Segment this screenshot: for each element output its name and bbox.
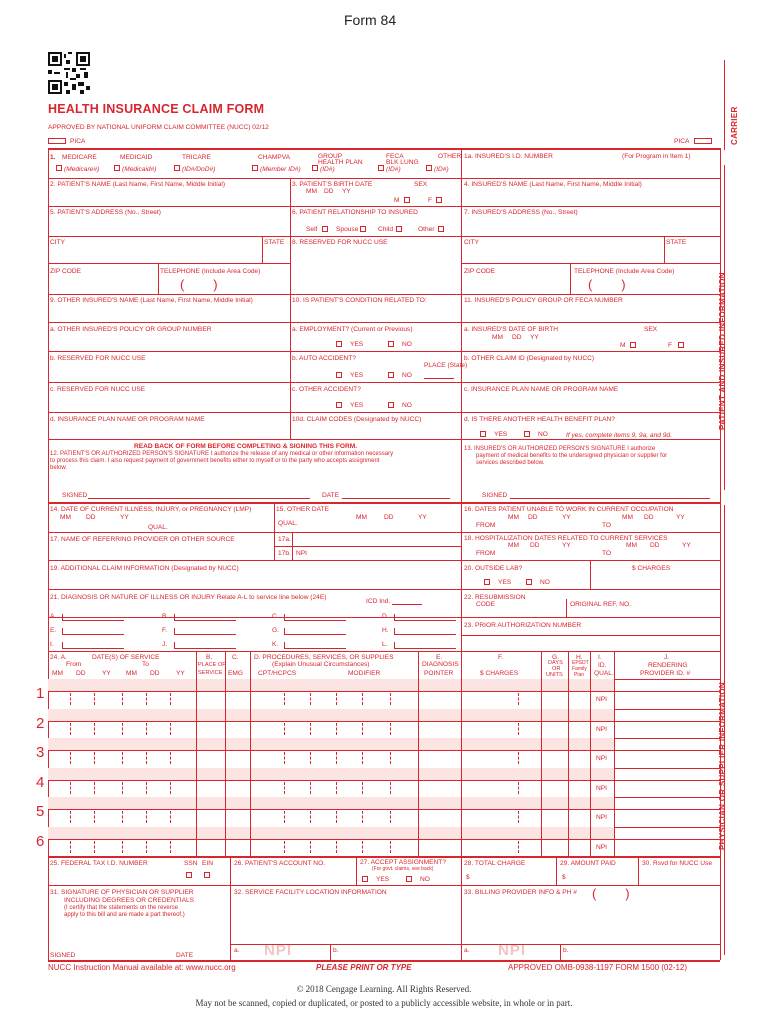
box24-emg: EMG [228, 670, 244, 677]
box24-h: H. [576, 654, 583, 661]
diag-field-f[interactable] [174, 634, 236, 635]
box7-tel: TELEPHONE (Include Area Code) [574, 268, 675, 275]
service-line-npi: NPI [596, 725, 607, 733]
box9d-label: d. INSURANCE PLAN NAME OR PROGRAM NAME [50, 416, 205, 423]
medicaid-sub: (Medicaid#) [122, 166, 157, 173]
tricare-checkbox[interactable] [174, 165, 180, 171]
box24-plan: Plan [574, 672, 585, 678]
box33-paren: ( ) [592, 886, 630, 901]
box16-from: FROM [476, 522, 496, 529]
box32-a: a. [234, 947, 240, 954]
box29-dollar: $ [562, 874, 566, 881]
box16-mm2: MM [622, 514, 633, 521]
box24-days: DAYS [548, 660, 563, 666]
box24-diag: DIAGNOSIS [422, 661, 459, 668]
box10c-no: NO [402, 402, 412, 409]
ein-checkbox[interactable] [204, 872, 210, 878]
box12-heading: READ BACK OF FORM BEFORE COMPLETING & SIGNING THIS FORM. [134, 443, 358, 450]
box13-line1: 13. INSURED'S OR AUTHORIZED PERSON'S SIGNATURE I authorize [464, 446, 656, 452]
box21-icd: ICD Ind. [366, 598, 391, 605]
box33-a: a. [464, 947, 470, 954]
box6-spouse: Spouse [336, 226, 359, 233]
box24-epsdt: EPSDT [572, 660, 589, 666]
box5-zip: ZIP CODE [50, 268, 82, 275]
tricare-sub: (ID#/DoD#) [182, 166, 216, 173]
box24-family: Family [572, 666, 587, 672]
box16-mm1: MM [508, 514, 519, 521]
box13-signed: SIGNED [482, 492, 508, 499]
box14-label: 14. DATE OF CURRENT ILLNESS, INJURY, or PREGNANCY (LMP) [50, 506, 252, 513]
tricare-label: TRICARE [182, 154, 211, 161]
box22-orig: ORIGINAL REF. NO. [570, 601, 631, 608]
box11d-note: If yes, complete items 9, 9a, and 9d. [566, 432, 672, 439]
box24-from: From [66, 661, 82, 668]
box24-j: J. [664, 654, 670, 661]
diag-field-k[interactable] [284, 648, 346, 649]
box29-label: 29. AMOUNT PAID [560, 860, 616, 867]
box24-mm2: MM [126, 670, 137, 677]
form-title: HEALTH INSURANCE CLAIM FORM [48, 102, 265, 116]
box24-dates: DATE(S) OF SERVICE [92, 654, 160, 661]
diag-letter-a: A. [50, 613, 57, 620]
box16-dd1: DD [528, 514, 538, 521]
box12-line1: 12. PATIENT'S OR AUTHORIZED PERSON'S SIGNATURE I authorize the release of any medical or other information necessary [50, 451, 394, 457]
box16-yy2: YY [676, 514, 685, 521]
box10c-yes-checkbox[interactable] [336, 402, 342, 408]
box7-label: 7. INSURED'S ADDRESS (No., Street) [464, 209, 578, 216]
box31-date: DATE [176, 952, 194, 959]
service-line-npi: NPI [596, 814, 607, 821]
box11d-yes-checkbox[interactable] [480, 431, 486, 437]
box24-i: I. [598, 654, 602, 661]
box19-label: 19. ADDITIONAL CLAIM INFORMATION (Designated by NUCC) [50, 565, 239, 572]
patient-info-label: PATIENT AND INSURED INFORMATION [718, 272, 727, 430]
box11d-no-checkbox[interactable] [524, 431, 530, 437]
box11a-m: M [620, 342, 626, 349]
box24-provider: PROVIDER ID. # [640, 670, 691, 677]
box3-sex: SEX [414, 181, 428, 188]
footer-copyright: © 2018 Cengage Learning. All Rights Reserved. [296, 984, 472, 994]
box11a-dd: DD [512, 334, 522, 341]
champva-checkbox[interactable] [252, 165, 258, 171]
box17b: 17b. [278, 550, 291, 557]
box27-yes: YES [376, 876, 390, 883]
box14-qual: QUAL. [148, 524, 168, 531]
box24-service: SERVICE [198, 670, 223, 676]
box27-no: NO [420, 876, 430, 883]
box20-no: NO [540, 579, 550, 586]
box32-b: b. [333, 947, 339, 954]
box21-label: 21. DIAGNOSIS OR NATURE OF ILLNESS OR INJURY Relate A-L to service line below (24E) [50, 594, 327, 601]
box32-label: 32. SERVICE FACILITY LOCATION INFORMATION [234, 889, 387, 896]
box3-dd: DD [324, 188, 334, 195]
diag-letter-d: D. [382, 613, 389, 620]
box17a: 17a. [278, 536, 291, 543]
box20-yes-checkbox[interactable] [484, 579, 490, 585]
box11b-label: b. OTHER CLAIM ID (Designated by NUCC) [464, 355, 595, 362]
box7-city: CITY [464, 239, 480, 246]
ssn-checkbox[interactable] [186, 872, 192, 878]
service-line-number: 4 [36, 773, 45, 791]
diag-field-e[interactable] [62, 634, 124, 635]
feca-label2: BLK LUNG [386, 159, 419, 166]
box6-self: Self [306, 226, 318, 233]
other-rel-checkbox[interactable] [438, 226, 444, 232]
diag-letter-l: L. [382, 641, 388, 648]
box20-charges: $ CHARGES [632, 565, 671, 572]
service-line-shaded-5[interactable] [48, 797, 614, 809]
other-checkbox[interactable] [426, 165, 432, 171]
box4-label: 4. INSURED'S NAME (Last Name, First Name, Middle Initial) [464, 181, 642, 188]
box12-signed: SIGNED [62, 492, 88, 499]
champva-label: CHAMPVA [258, 154, 291, 161]
self-checkbox[interactable] [322, 226, 328, 232]
diag-field-i[interactable] [62, 648, 124, 649]
spouse-checkbox[interactable] [360, 226, 366, 232]
box24-qual: QUAL. [594, 670, 614, 677]
box24-modifier: MODIFIER [348, 670, 381, 677]
box24-mm1: MM [52, 670, 63, 677]
box6-label: 6. PATIENT RELATIONSHIP TO INSURED [292, 209, 418, 216]
box15-qual: QUAL. [278, 520, 298, 527]
box12-date: DATE [322, 492, 340, 499]
box33-b: b. [563, 947, 569, 954]
diag-letter-g: G. [272, 627, 279, 634]
diag-field-a[interactable] [62, 620, 124, 621]
box3-f-checkbox[interactable] [436, 197, 442, 203]
group-label: GROUP [318, 153, 343, 160]
box10b-label: b. AUTO ACCIDENT? [292, 355, 357, 362]
diag-field-g[interactable] [284, 634, 346, 635]
medicare-label: MEDICARE [62, 154, 97, 161]
box31-l1: 31. SIGNATURE OF PHYSICIAN OR SUPPLIER [50, 889, 194, 896]
box3-m: M [394, 197, 400, 204]
box10c-label: c. OTHER ACCIDENT? [292, 386, 361, 393]
box24-a: 24. A. [50, 654, 67, 661]
diag-letter-j: J. [162, 641, 168, 648]
group-label2: HEALTH PLAN [318, 159, 363, 166]
box24-g: G. [552, 654, 559, 661]
box9a-label: a. OTHER INSURED'S POLICY OR GROUP NUMBER [50, 326, 212, 333]
box10a-yes-checkbox[interactable] [336, 341, 342, 347]
box11d-yes: YES [494, 431, 508, 438]
box10b-no-checkbox[interactable] [388, 372, 394, 378]
box10b-no: NO [402, 372, 412, 379]
box7-tel-paren: ( ) [588, 277, 626, 292]
box11d-label: d. IS THERE ANOTHER HEALTH BENEFIT PLAN? [464, 416, 615, 423]
box14-dd: DD [86, 514, 96, 521]
box15-dd: DD [384, 514, 394, 521]
box10a-no-checkbox[interactable] [388, 341, 394, 347]
feca-checkbox[interactable] [378, 165, 384, 171]
box27-note: (For govt. claims, see back) [372, 866, 434, 872]
box28-dollar: $ [466, 874, 470, 881]
service-line-number: 3 [36, 744, 45, 761]
box5-label: 5. PATIENT'S ADDRESS (No., Street) [50, 209, 161, 216]
box7-state: STATE [666, 239, 687, 246]
box18-yy2: YY [682, 542, 691, 549]
box9b-label: b. RESERVED FOR NUCC USE [50, 355, 146, 362]
service-line-shaded-6[interactable] [48, 827, 614, 839]
box24-to: To [142, 661, 149, 668]
box11a-mm: MM [492, 334, 503, 341]
diag-letter-k: K. [272, 641, 279, 648]
box3-yy: YY [342, 188, 351, 195]
box31-l4: apply to this bill and are made a part thereof.) [64, 912, 185, 918]
box11a-m-checkbox[interactable] [630, 342, 636, 348]
box1a-label: 1a. INSURED'S I.D. NUMBER [464, 153, 553, 160]
service-line-number: 6 [36, 832, 45, 850]
box10d-label: 10d. CLAIM CODES (Designated by NUCC) [292, 416, 422, 423]
box27-no-checkbox[interactable] [406, 876, 412, 882]
child-checkbox[interactable] [396, 226, 402, 232]
box11c-label: c. INSURANCE PLAN NAME OR PROGRAM NAME [464, 386, 619, 393]
box24-d: D. PROCEDURES, SERVICES, OR SUPPLIES [254, 654, 394, 661]
box10c-yes: YES [350, 402, 364, 409]
box1-number: 1. [50, 154, 56, 161]
box5-tel: TELEPHONE (Include Area Code) [160, 268, 261, 275]
qr-code-icon [48, 52, 90, 94]
diag-field-h[interactable] [394, 634, 456, 635]
box32-npi: NPI [264, 942, 293, 959]
box20-no-checkbox[interactable] [526, 579, 532, 585]
service-line-number: 2 [36, 714, 45, 732]
box9c-label: c. RESERVED FOR NUCC USE [50, 386, 146, 393]
diag-field-l[interactable] [394, 648, 456, 649]
box9-label: 9. OTHER INSURED'S NAME (Last Name, First Name, Middle Initial) [50, 297, 253, 304]
box24-rendering: RENDERING [648, 662, 688, 669]
box3-mm: MM [306, 188, 317, 195]
service-line-npi: NPI [596, 784, 607, 792]
group-sub: (ID#) [320, 166, 335, 173]
box30-label: 30. Rsvd for NUCC Use [642, 860, 712, 867]
box2-label: 2. PATIENT'S NAME (Last Name, First Name, Middle Initial) [50, 181, 226, 188]
service-line-npi: NPI [596, 755, 607, 762]
physician-info-label: PHYSICIAN OR SUPPLIER INFORMATION [718, 682, 727, 850]
box15-label: 15. OTHER DATE [276, 506, 330, 513]
other-sub: (ID#) [434, 166, 449, 173]
box25-ssn: SSN [184, 860, 198, 867]
box18-dd1: DD [530, 542, 540, 549]
other-label: OTHER [438, 153, 462, 160]
service-line-number: 1 [36, 685, 45, 702]
pica-left: PICA [70, 138, 86, 145]
box5-state: STATE [264, 239, 285, 246]
box10a-no: NO [402, 341, 412, 348]
box20-label: 20. OUTSIDE LAB? [464, 565, 523, 572]
box24-d2: (Explain Unusual Circumstances) [272, 661, 370, 668]
box18-label: 18. HOSPITALIZATION DATES RELATED TO CURRENT SERVICES [464, 535, 668, 542]
box31-signed: SIGNED [50, 952, 76, 959]
pica-right: PICA [674, 138, 690, 145]
pica-box-left[interactable] [48, 138, 66, 144]
box10a-yes: YES [350, 341, 364, 348]
page-label: Form 84 [344, 12, 397, 28]
box13-line2: payment of medical benefits to the undersigned physician or supplier for [476, 453, 668, 459]
box5-city: CITY [50, 239, 66, 246]
box24-pointer: POINTER [424, 670, 454, 677]
footer-approved: APPROVED OMB-0938-1197 FORM 1500 (02-12) [508, 963, 688, 972]
box31-l3: (I certify that the statements on the reverse [64, 905, 179, 911]
box11d-no: NO [538, 431, 548, 438]
service-line-number: 5 [36, 803, 45, 820]
box18-mm2: MM [626, 542, 637, 549]
box10b-yes-checkbox[interactable] [336, 372, 342, 378]
service-line-shaded-1[interactable] [48, 679, 614, 691]
box1a-note: (For Program in Item 1) [622, 153, 691, 160]
box11a-f: F [668, 342, 673, 349]
service-line-shaded-3[interactable] [48, 738, 614, 750]
service-line-npi: NPI [596, 843, 607, 851]
box5-tel-paren: ( ) [180, 277, 218, 292]
box10-label: 10. IS PATIENT'S CONDITION RELATED TO: [292, 297, 427, 304]
carrier-label: CARRIER [730, 106, 739, 145]
box25-ein: EIN [202, 860, 213, 867]
medicare-sub: (Medicare#) [64, 166, 100, 173]
box18-mm1: MM [508, 542, 519, 549]
box24-units: UNITS [546, 672, 563, 678]
box16-yy1: YY [562, 514, 571, 521]
box16-to: TO [602, 522, 612, 529]
box31-l2: INCLUDING DEGREES OR CREDENTIALS [64, 897, 195, 904]
box24-cpt: CPT/HCPCS [258, 670, 297, 677]
box7-zip: ZIP CODE [464, 268, 496, 275]
diag-letter-h: H. [382, 627, 389, 634]
box3-label: 3. PATIENT'S BIRTH DATE [292, 181, 373, 188]
box24-id: ID. [598, 662, 607, 669]
diag-field-c[interactable] [284, 620, 346, 621]
diag-letter-c: C. [272, 613, 279, 620]
box24-yy2: YY [176, 670, 185, 677]
box20-yes: YES [498, 579, 512, 586]
box33-npi: NPI [498, 942, 527, 959]
box22-code: CODE [476, 601, 496, 608]
box15-yy: YY [418, 514, 427, 521]
box24-f: F. [498, 654, 504, 661]
medicaid-checkbox[interactable] [114, 165, 120, 171]
box16-dd2: DD [644, 514, 654, 521]
box14-yy: YY [120, 514, 129, 521]
box18-from: FROM [476, 550, 496, 557]
box16-label: 16. DATES PATIENT UNABLE TO WORK IN CURRENT OCCUPATION [464, 506, 674, 513]
approval-text: APPROVED BY NATIONAL UNIFORM CLAIM COMMITTEE (NUCC) 02/12 [48, 124, 269, 131]
box24-or: OR [552, 666, 561, 672]
box12-line3: below. [50, 465, 68, 471]
box18-yy1: YY [562, 542, 571, 549]
box10b-yes: YES [350, 372, 364, 379]
box24-dd1: DD [76, 670, 86, 677]
box17b-npi: NPI [296, 550, 307, 557]
box10b-place: PLACE (State) [424, 362, 468, 369]
service-line-shaded-4[interactable] [48, 768, 614, 780]
box17-label: 17. NAME OF REFERRING PROVIDER OR OTHER SOURCE [50, 536, 235, 543]
box6-child: Child [378, 226, 394, 233]
feca-sub: (ID#) [386, 166, 401, 173]
box11a-f-checkbox[interactable] [678, 342, 684, 348]
champva-sub: (Member ID#) [260, 166, 301, 173]
diag-letter-f: F. [162, 627, 168, 634]
box11a-sex: SEX [644, 326, 658, 333]
diag-letter-i: I. [50, 641, 54, 648]
pica-box-right[interactable] [694, 138, 712, 144]
box28-label: 28. TOTAL CHARGE [464, 860, 526, 867]
box24-b: B. [206, 654, 213, 661]
box24-c: C. [232, 654, 239, 661]
footer-notice: May not be scanned, copied or duplicated, or posted to a publicly accessible website, in whole or in part. [195, 998, 573, 1008]
box13-line3: services described below. [476, 460, 545, 466]
box11a-label: a. INSURED'S DATE OF BIRTH [464, 326, 559, 333]
box8-label: 8. RESERVED FOR NUCC USE [292, 239, 388, 246]
service-line-shaded-2[interactable] [48, 709, 614, 721]
box23-label: 23. PRIOR AUTHORIZATION NUMBER [464, 622, 582, 629]
box27-label: 27. ACCEPT ASSIGNMENT? [360, 859, 446, 866]
box24-e: E. [436, 654, 443, 661]
footer-manual: NUCC Instruction Manual available at: www.nucc.org [48, 963, 236, 972]
box27-yes-checkbox[interactable] [362, 876, 368, 882]
box26-label: 26. PATIENT'S ACCOUNT NO. [234, 860, 326, 867]
box22-label: 22. RESUBMISSION [464, 594, 526, 601]
diag-field-j[interactable] [174, 648, 236, 649]
box24-dd2: DD [150, 670, 160, 677]
service-line-npi: NPI [596, 696, 607, 703]
box33-label: 33. BILLING PROVIDER INFO & PH # [464, 889, 577, 896]
box11-label: 11. INSURED'S POLICY GROUP OR FECA NUMBER [464, 297, 623, 304]
box12-line2: to process this claim. I also request payment of government benefits either to myself or to the party who accepts assignment [50, 458, 380, 464]
box3-m-checkbox[interactable] [404, 197, 410, 203]
box11a-yy: YY [530, 334, 539, 341]
box14-mm: MM [60, 514, 71, 521]
diag-field-b[interactable] [174, 620, 236, 621]
box24-yy1: YY [102, 670, 111, 677]
box24-place: PLACE OF [198, 662, 226, 668]
diag-letter-e: E. [50, 627, 57, 634]
box24-charges: $ CHARGES [480, 670, 519, 677]
box15-mm: MM [356, 514, 367, 521]
medicaid-label: MEDICAID [120, 154, 153, 161]
box6-other: Other [418, 226, 435, 233]
footer-print: PLEASE PRINT OR TYPE [316, 963, 412, 972]
box3-f: F [428, 197, 433, 204]
box18-dd2: DD [650, 542, 660, 549]
box18-to: TO [602, 550, 612, 557]
feca-label: FECA [386, 153, 404, 160]
medicare-checkbox[interactable] [56, 165, 62, 171]
diag-letter-b: B. [162, 613, 169, 620]
box10c-no-checkbox[interactable] [388, 402, 394, 408]
box25-label: 25. FEDERAL TAX I.D. NUMBER [50, 860, 148, 867]
diag-field-d[interactable] [394, 620, 456, 621]
box10a-label: a. EMPLOYMENT? (Current or Previous) [292, 326, 413, 333]
